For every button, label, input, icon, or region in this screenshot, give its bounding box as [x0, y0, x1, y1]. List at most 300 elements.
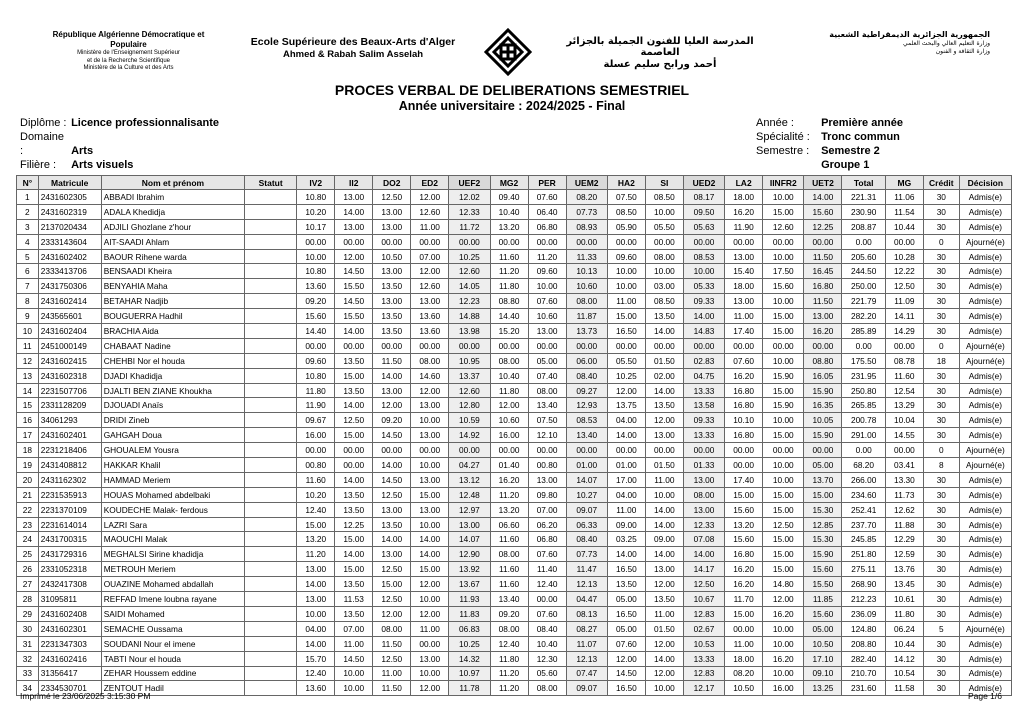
- table-cell: 06.33: [566, 517, 607, 532]
- table-cell: 00.00: [804, 234, 842, 249]
- table-cell: 14.00: [804, 190, 842, 205]
- table-cell: 12.10: [528, 428, 566, 443]
- table-cell: 16.20: [725, 562, 763, 577]
- table-cell: 11.54: [885, 204, 923, 219]
- table-cell: Admis(e): [959, 309, 1011, 324]
- table-cell: AIT-SAADI Ahlam: [101, 234, 244, 249]
- table-cell: 09.50: [683, 204, 724, 219]
- table-cell: 00.00: [411, 234, 449, 249]
- table-cell: 12.50: [885, 279, 923, 294]
- table-cell: 14: [17, 383, 39, 398]
- table-cell: 00.00: [645, 443, 683, 458]
- table-cell: 07.00: [335, 621, 373, 636]
- table-cell: 10.40: [490, 368, 528, 383]
- table-cell: 2431408812: [38, 458, 101, 473]
- table-cell: 14.00: [335, 398, 373, 413]
- table-cell: 14.50: [373, 428, 411, 443]
- table-cell: 10.00: [763, 413, 804, 428]
- table-cell: 12.62: [885, 502, 923, 517]
- table-cell: ZENTOUT Hadil: [101, 681, 244, 696]
- table-cell: 0.00: [842, 338, 885, 353]
- info-row-diplome: [20, 116, 219, 130]
- table-cell: 00.00: [490, 234, 528, 249]
- table-cell: 08.00: [645, 249, 683, 264]
- table-cell: 12.97: [449, 502, 490, 517]
- header-right-institution: [810, 30, 990, 56]
- table-cell: HAMMAD Meriem: [101, 472, 244, 487]
- table-cell: Admis(e): [959, 666, 1011, 681]
- table-cell: ZEHAR Houssem eddine: [101, 666, 244, 681]
- table-cell: [245, 502, 297, 517]
- info-label: Semestre :: [756, 145, 810, 157]
- table-cell: 13.00: [645, 562, 683, 577]
- column-header: Total: [842, 176, 885, 190]
- table-cell: 15.00: [725, 487, 763, 502]
- table-cell: 12: [17, 353, 39, 368]
- table-cell: 11.00: [725, 309, 763, 324]
- table-cell: 30: [923, 532, 959, 547]
- table-cell: 11.90: [297, 398, 335, 413]
- table-cell: 12.40: [490, 636, 528, 651]
- table-header-row: [17, 176, 1012, 190]
- table-cell: 12.13: [566, 651, 607, 666]
- table-cell: 12.00: [373, 606, 411, 621]
- table-cell: 10.00: [763, 458, 804, 473]
- table-cell: Admis(e): [959, 651, 1011, 666]
- table-cell: 30: [923, 219, 959, 234]
- table-cell: 13.40: [528, 398, 566, 413]
- table-cell: 15.90: [804, 428, 842, 443]
- table-cell: 00.00: [490, 338, 528, 353]
- table-cell: 14.80: [763, 577, 804, 592]
- table-cell: 13.00: [373, 204, 411, 219]
- table-cell: 07.50: [607, 190, 645, 205]
- table-cell: GAHGAH Doua: [101, 428, 244, 443]
- table-cell: 244.50: [842, 264, 885, 279]
- table-cell: 00.00: [566, 443, 607, 458]
- table-cell: 15.90: [763, 398, 804, 413]
- table-cell: 07.40: [528, 368, 566, 383]
- table-cell: 243565601: [38, 309, 101, 324]
- table-cell: 00.00: [373, 443, 411, 458]
- table-cell: 12.00: [411, 577, 449, 592]
- table-cell: 13.76: [885, 562, 923, 577]
- table-cell: 12.93: [566, 398, 607, 413]
- table-cell: 00.80: [297, 458, 335, 473]
- table-cell: 30: [923, 190, 959, 205]
- table-row: [17, 458, 1012, 473]
- table-cell: [245, 443, 297, 458]
- table-cell: 11.20: [490, 666, 528, 681]
- table-cell: 13.33: [683, 383, 724, 398]
- table-cell: 16.50: [607, 324, 645, 339]
- info-value: Arts visuels: [71, 159, 134, 171]
- table-cell: 12.80: [449, 398, 490, 413]
- table-cell: 06.40: [528, 204, 566, 219]
- table-row: [17, 592, 1012, 607]
- table-cell: 16.80: [725, 383, 763, 398]
- table-cell: KOUDECHE Malak- ferdous: [101, 502, 244, 517]
- table-row: [17, 562, 1012, 577]
- table-cell: 10.44: [885, 636, 923, 651]
- table-cell: 14.00: [335, 547, 373, 562]
- table-cell: 230.90: [842, 204, 885, 219]
- table-cell: 13.60: [297, 279, 335, 294]
- table-cell: 00.00: [607, 234, 645, 249]
- table-cell: 250.00: [842, 279, 885, 294]
- info-label: Spécialité :: [756, 131, 810, 143]
- table-cell: 11.33: [566, 249, 607, 264]
- table-cell: 06.00: [566, 353, 607, 368]
- table-cell: Ajourné(e): [959, 443, 1011, 458]
- republic-name: République Algérienne Démocratique et Populaire: [52, 30, 205, 49]
- table-cell: 13.00: [373, 383, 411, 398]
- table-cell: 5: [17, 249, 39, 264]
- table-cell: 16.80: [725, 398, 763, 413]
- table-cell: 10.00: [763, 621, 804, 636]
- table-cell: 09.80: [528, 487, 566, 502]
- table-row: [17, 398, 1012, 413]
- table-cell: 12.00: [411, 190, 449, 205]
- table-cell: 08.50: [645, 294, 683, 309]
- table-cell: 00.00: [725, 621, 763, 636]
- table-cell: 15.00: [804, 487, 842, 502]
- table-cell: DJOUADI Anaïs: [101, 398, 244, 413]
- table-cell: 14.00: [411, 547, 449, 562]
- ministry-line-1: Ministère de l'Enseignement Supérieur: [77, 50, 180, 56]
- table-cell: 08.00: [490, 621, 528, 636]
- table-cell: 00.00: [411, 443, 449, 458]
- table-cell: 08.20: [566, 190, 607, 205]
- table-cell: 06.60: [490, 517, 528, 532]
- table-cell: 13.33: [683, 428, 724, 443]
- table-cell: 234.60: [842, 487, 885, 502]
- table-cell: 2431729316: [38, 547, 101, 562]
- table-row: [17, 324, 1012, 339]
- table-cell: 14.50: [335, 294, 373, 309]
- table-cell: 14.32: [449, 651, 490, 666]
- table-cell: 12.22: [885, 264, 923, 279]
- table-cell: 09.27: [566, 383, 607, 398]
- table-cell: 12.59: [885, 547, 923, 562]
- table-cell: 208.87: [842, 219, 885, 234]
- table-cell: 12.83: [683, 606, 724, 621]
- table-cell: 12.50: [373, 487, 411, 502]
- table-cell: [245, 666, 297, 681]
- column-header: MG: [885, 176, 923, 190]
- table-cell: 09.20: [490, 606, 528, 621]
- table-cell: 13.50: [335, 502, 373, 517]
- column-header: LA2: [725, 176, 763, 190]
- column-header: ED2: [411, 176, 449, 190]
- table-row: [17, 502, 1012, 517]
- table-cell: 13.00: [683, 472, 724, 487]
- table-cell: 09.00: [645, 532, 683, 547]
- table-cell: 14.00: [645, 383, 683, 398]
- table-cell: 14.55: [885, 428, 923, 443]
- table-cell: 10.40: [528, 636, 566, 651]
- table-cell: 16.20: [725, 204, 763, 219]
- table-cell: 12.50: [683, 577, 724, 592]
- table-cell: 00.00: [335, 458, 373, 473]
- table-cell: 16.20: [490, 472, 528, 487]
- table-cell: 13.50: [335, 383, 373, 398]
- table-cell: 13.00: [725, 294, 763, 309]
- table-cell: 09.10: [804, 666, 842, 681]
- table-cell: 14.00: [645, 517, 683, 532]
- table-cell: 21: [17, 487, 39, 502]
- table-cell: Admis(e): [959, 190, 1011, 205]
- table-cell: 07.60: [528, 190, 566, 205]
- table-cell: 16.50: [607, 562, 645, 577]
- table-cell: 08.50: [607, 204, 645, 219]
- table-cell: 11.87: [566, 309, 607, 324]
- table-cell: 2231535913: [38, 487, 101, 502]
- table-cell: 10.00: [645, 264, 683, 279]
- table-cell: 10.10: [725, 413, 763, 428]
- table-cell: 08.00: [490, 353, 528, 368]
- table-cell: HAKKAR Khalil: [101, 458, 244, 473]
- table-cell: 13.37: [449, 368, 490, 383]
- table-cell: 14.17: [683, 562, 724, 577]
- table-cell: 00.00: [645, 234, 683, 249]
- table-cell: 06.20: [528, 517, 566, 532]
- table-cell: 00.00: [763, 338, 804, 353]
- table-cell: 09.07: [566, 681, 607, 696]
- table-cell: 10.27: [566, 487, 607, 502]
- table-cell: [245, 428, 297, 443]
- table-cell: 00.00: [335, 234, 373, 249]
- table-cell: 18.00: [725, 651, 763, 666]
- table-row: [17, 621, 1012, 636]
- table-cell: 11.00: [335, 636, 373, 651]
- table-cell: 13.40: [566, 428, 607, 443]
- table-cell: 08.93: [566, 219, 607, 234]
- table-cell: 2431602415: [38, 353, 101, 368]
- table-cell: 16.05: [804, 368, 842, 383]
- table-cell: 30: [923, 547, 959, 562]
- table-cell: 15.60: [804, 606, 842, 621]
- table-cell: 00.00: [297, 338, 335, 353]
- table-cell: 09.60: [297, 353, 335, 368]
- table-cell: 06.24: [885, 621, 923, 636]
- table-cell: 00.00: [373, 234, 411, 249]
- table-cell: 01.50: [645, 353, 683, 368]
- table-cell: 00.00: [763, 234, 804, 249]
- table-cell: [245, 190, 297, 205]
- table-cell: 2331052318: [38, 562, 101, 577]
- table-cell: 03.41: [885, 458, 923, 473]
- table-cell: 13.50: [335, 606, 373, 621]
- table-cell: 11.60: [297, 472, 335, 487]
- table-cell: 10.00: [763, 190, 804, 205]
- table-cell: 11.85: [804, 592, 842, 607]
- table-cell: 10.53: [683, 636, 724, 651]
- table-cell: 11.58: [885, 681, 923, 696]
- table-cell: 10.61: [885, 592, 923, 607]
- table-cell: 10.60: [566, 279, 607, 294]
- info-row-annee: [756, 116, 903, 130]
- table-row: [17, 651, 1012, 666]
- table-cell: 16.80: [725, 547, 763, 562]
- table-cell: [245, 592, 297, 607]
- table-cell: [245, 204, 297, 219]
- table-cell: [245, 413, 297, 428]
- table-cell: 34: [17, 681, 39, 696]
- table-cell: 07.60: [528, 294, 566, 309]
- table-cell: 16: [17, 413, 39, 428]
- column-header: N°: [17, 176, 39, 190]
- table-cell: 30: [923, 324, 959, 339]
- table-row: [17, 383, 1012, 398]
- table-cell: 12.29: [885, 532, 923, 547]
- table-cell: 00.00: [335, 443, 373, 458]
- ministry-line-2-ar: وزارة الثقافة و الفنون: [935, 48, 990, 56]
- table-row: [17, 294, 1012, 309]
- table-cell: 205.60: [842, 249, 885, 264]
- table-cell: 15.70: [297, 651, 335, 666]
- table-cell: Admis(e): [959, 249, 1011, 264]
- table-cell: Admis(e): [959, 592, 1011, 607]
- table-cell: 13.00: [373, 547, 411, 562]
- table-cell: 2431602301: [38, 621, 101, 636]
- table-cell: 2334530701: [38, 681, 101, 696]
- table-cell: 250.80: [842, 383, 885, 398]
- table-cell: 07.08: [683, 532, 724, 547]
- table-cell: 10.00: [297, 606, 335, 621]
- table-cell: 10.00: [411, 517, 449, 532]
- table-cell: 11.80: [490, 279, 528, 294]
- table-cell: 15.00: [725, 606, 763, 621]
- table-cell: 15.50: [335, 309, 373, 324]
- table-cell: 08.40: [528, 621, 566, 636]
- table-cell: 00.00: [449, 443, 490, 458]
- title-year: Année universitaire : 2024/2025 - Final: [398, 99, 626, 113]
- table-cell: 10.40: [490, 204, 528, 219]
- table-row: [17, 636, 1012, 651]
- table-cell: 12.83: [683, 666, 724, 681]
- table-cell: 13.00: [335, 190, 373, 205]
- table-cell: 13.12: [449, 472, 490, 487]
- table-cell: 5: [923, 621, 959, 636]
- table-cell: 14.00: [373, 532, 411, 547]
- ministry-line-2: et de la Recherche Scientifique: [86, 57, 171, 64]
- table-cell: 18.00: [725, 190, 763, 205]
- table-cell: 16.00: [763, 681, 804, 696]
- table-cell: 10.00: [763, 472, 804, 487]
- table-cell: 14.00: [373, 458, 411, 473]
- table-cell: 30: [923, 666, 959, 681]
- table-cell: 13.20: [297, 532, 335, 547]
- table-cell: 1: [17, 190, 39, 205]
- table-cell: 10.28: [885, 249, 923, 264]
- table-cell: 268.90: [842, 577, 885, 592]
- table-cell: 14.40: [297, 324, 335, 339]
- table-cell: 10.50: [725, 681, 763, 696]
- table-cell: 11.50: [804, 249, 842, 264]
- table-cell: 08.40: [566, 532, 607, 547]
- table-cell: 06.80: [528, 219, 566, 234]
- table-cell: 00.00: [763, 443, 804, 458]
- table-cell: 11.70: [725, 592, 763, 607]
- table-cell: [245, 472, 297, 487]
- school-name: Ecole Supérieure des Beaux-Arts d'Alger: [250, 36, 456, 48]
- table-cell: 12.60: [449, 264, 490, 279]
- table-cell: 14.00: [411, 532, 449, 547]
- table-cell: 05.50: [607, 353, 645, 368]
- table-cell: [245, 681, 297, 696]
- table-cell: 14.05: [449, 279, 490, 294]
- table-cell: 15.00: [763, 487, 804, 502]
- table-cell: [245, 264, 297, 279]
- table-cell: 30: [923, 249, 959, 264]
- table-cell: [245, 249, 297, 264]
- info-value: Licence professionnalisante: [71, 117, 219, 129]
- column-header: Décision: [959, 176, 1011, 190]
- table-cell: 2333143604: [38, 234, 101, 249]
- table-cell: 01.33: [683, 458, 724, 473]
- table-cell: 14.00: [645, 651, 683, 666]
- page-header: [0, 14, 1024, 74]
- table-cell: 245.85: [842, 532, 885, 547]
- table-cell: 11.72: [449, 219, 490, 234]
- table-cell: 08.80: [804, 353, 842, 368]
- table-cell: 13.75: [607, 398, 645, 413]
- table-cell: 14.88: [449, 309, 490, 324]
- table-cell: Admis(e): [959, 487, 1011, 502]
- table-cell: 17.10: [804, 651, 842, 666]
- table-cell: 12.60: [763, 219, 804, 234]
- table-cell: 12.00: [607, 651, 645, 666]
- document-title: [0, 82, 1024, 113]
- table-cell: 07.60: [725, 353, 763, 368]
- table-cell: 11: [17, 338, 39, 353]
- table-cell: 00.00: [449, 234, 490, 249]
- table-cell: 2431602404: [38, 324, 101, 339]
- table-cell: 236.09: [842, 606, 885, 621]
- table-cell: 31356417: [38, 666, 101, 681]
- table-cell: 26: [17, 562, 39, 577]
- table-cell: 14.11: [885, 309, 923, 324]
- table-cell: 30: [923, 204, 959, 219]
- table-cell: 07.73: [566, 204, 607, 219]
- table-cell: 17.40: [725, 324, 763, 339]
- table-cell: 17.40: [725, 472, 763, 487]
- table-cell: 4: [17, 234, 39, 249]
- table-row: [17, 606, 1012, 621]
- table-cell: 15.90: [763, 368, 804, 383]
- table-cell: 13.00: [373, 502, 411, 517]
- table-cell: ABBADI Ibrahim: [101, 190, 244, 205]
- table-cell: 10: [17, 324, 39, 339]
- table-cell: 10.00: [763, 353, 804, 368]
- table-cell: 04.00: [607, 487, 645, 502]
- table-cell: 14.50: [373, 472, 411, 487]
- table-cell: 00.00: [725, 234, 763, 249]
- table-cell: 9: [17, 309, 39, 324]
- table-cell: 13.00: [804, 309, 842, 324]
- table-cell: 13.25: [804, 681, 842, 696]
- table-cell: 15.00: [763, 562, 804, 577]
- table-cell: 16.50: [607, 681, 645, 696]
- table-cell: 30: [923, 309, 959, 324]
- table-cell: 14.07: [566, 472, 607, 487]
- table-cell: 29: [17, 606, 39, 621]
- table-cell: 2431162302: [38, 472, 101, 487]
- table-cell: [245, 577, 297, 592]
- table-cell: 12.40: [528, 577, 566, 592]
- table-cell: Admis(e): [959, 324, 1011, 339]
